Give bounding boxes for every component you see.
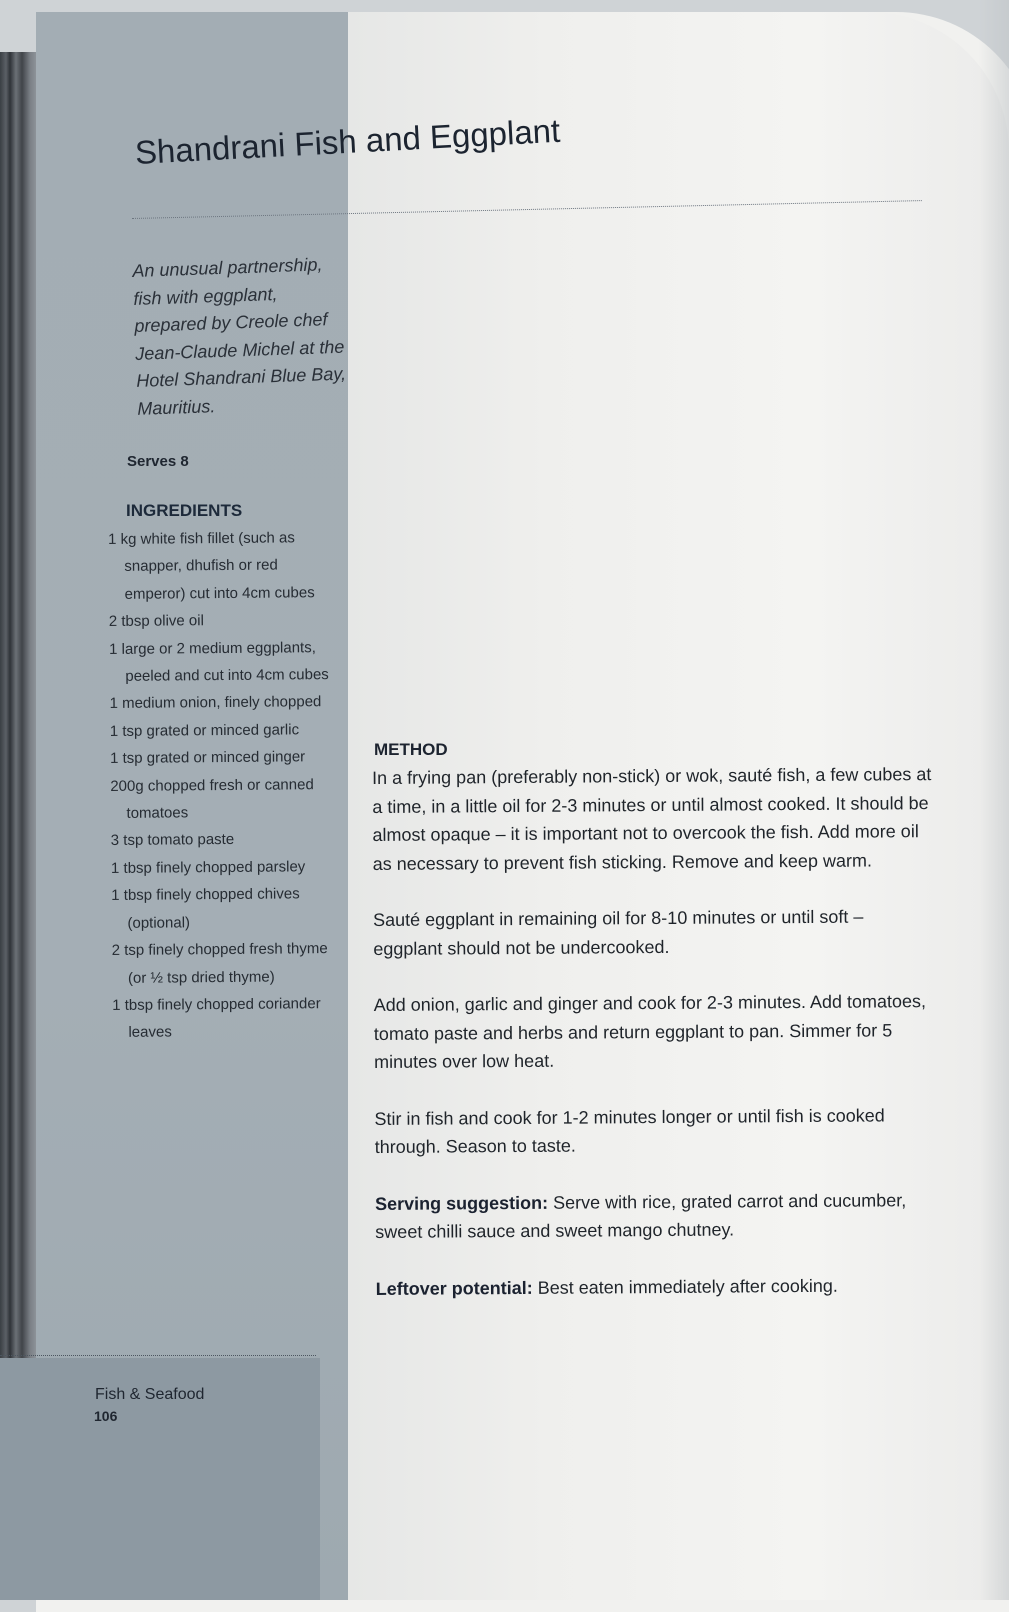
ingredient-item: 1 medium onion, finely chopped — [109, 693, 322, 713]
method-body — [372, 760, 936, 1331]
ingredient-item: 1 tsp grated or minced ginger — [109, 748, 306, 768]
section-name: Fish & Seafood — [95, 1386, 205, 1403]
leftover-text: Best eaten immediately after cooking. — [532, 1275, 838, 1298]
leftover-potential — [376, 1271, 936, 1303]
ingredient-item: 2 tsp finely chopped fresh thyme (or ½ tsp dried thyme) — [111, 940, 328, 987]
serving-text: Serve with rice, grated carrot and cucumber, sweet chilli sauce and sweet mango chutney. — [375, 1189, 907, 1242]
method-step: Sauté eggplant in remaining oil for 8-10 minutes or until soft – eggplant should not be undercooked. — [373, 906, 864, 959]
ingredient-item: 1 tsp grated or minced garlic — [109, 721, 300, 740]
ingredient-item: 1 large or 2 medium eggplants, peeled and cut into 4cm cubes — [109, 638, 329, 685]
ingredient-item: 3 tsp tomato paste — [110, 831, 235, 850]
ingredients-heading: INGREDIENTS — [126, 501, 243, 520]
method-step: Stir in fish and cook for 1-2 minutes longer or until fish is cooked through. Season to taste. — [374, 1104, 885, 1157]
ingredient-item: 1 kg white fish fillet (such as snapper, dhufish or red emperor) cut into 4cm cubes — [108, 529, 315, 603]
serving-label: Serving suggestion: — [374, 1192, 549, 1214]
page-number: 106 — [94, 1408, 118, 1424]
serves-count: Serves 8 — [127, 453, 189, 470]
serving-suggestion — [375, 1186, 935, 1247]
leftover-label: Leftover potential: — [375, 1277, 533, 1299]
recipe-intro: An unusual partnership, fish with eggplant, prepared by Creole chef Jean-Claude Michel at the Hotel Shandrani Blue Bay, Mauritius. — [132, 254, 347, 419]
page-curve-shadow — [979, 0, 1009, 1600]
recipe-title: Shandrani Fish and Eggplant — [134, 111, 562, 172]
ingredient-item: 2 tbsp olive oil — [108, 612, 204, 631]
ingredients-list — [108, 524, 343, 1047]
method-heading: METHOD — [374, 740, 448, 759]
method-step: Add onion, garlic and ginger and cook for 2-3 minutes. Add tomatoes, tomato paste and herbs and return eggplant to pan. Simmer for 5 minutes over low heat. — [373, 991, 927, 1072]
method-step: In a frying pan (preferably non-stick) or wok, sauté fish, a few cubes at a time, in a little oil for 2-3 minutes or until almost cooked. It should be almost opaque – it is important not to overcook the fish. Add more oil as necessary to prevent fish sticking. Remove and keep warm. — [372, 764, 932, 874]
ingredient-item: 1 tbsp finely chopped coriander leaves — [112, 995, 321, 1042]
ingredient-item: 1 tbsp finely chopped parsley — [110, 858, 306, 877]
ingredient-item: 200g chopped fresh or canned tomatoes — [110, 775, 314, 822]
ingredient-item: 1 tbsp finely chopped chives (optional) — [111, 885, 300, 932]
footer-divider — [0, 1355, 316, 1356]
